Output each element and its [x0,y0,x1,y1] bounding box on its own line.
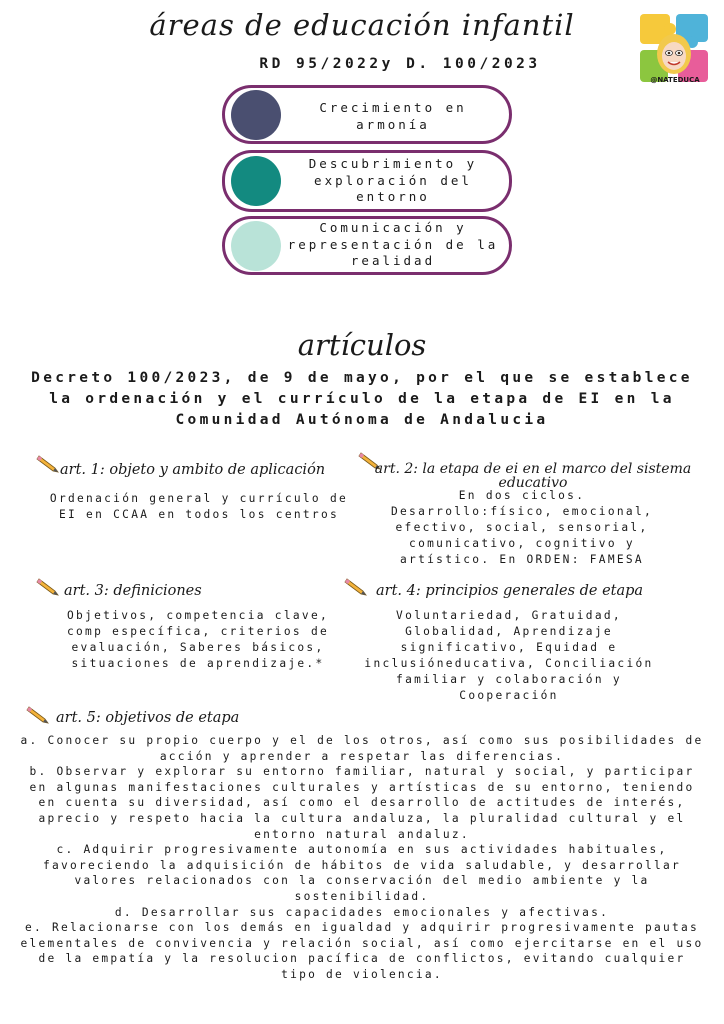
area-color-dot [231,90,281,140]
area-label: Descubrimiento y exploración del entorno [308,156,478,204]
article-5-title: art. 5: objetivos de etapa [56,710,240,726]
article-2-title: art. 2: la etapa de ei en el marco del sistema educativo [374,461,692,491]
article-1-body: Ordenación general y currículo de EI en CCAA en todos los centros [49,492,349,521]
objective-item: a. Conocer su propio cuerpo y el de los otros, así como sus posibilidades de acción y aprender a respetar las diferencias. [20,734,704,763]
article-4-title: art. 4: principios generales de etapa [376,583,644,599]
decree-title: Decreto 100/2023, de 9 de mayo, por el que se establece la ordenación y el currículo de la etapa de EI en la Comunidad Autónoma de Andalucia [31,370,693,428]
article-3-body: Objetivos, competencia clave, comp específica, criterios de evaluación, Saberes básicos, situaciones de aprendizaje.* [66,609,330,670]
area-descubrimiento [222,150,512,212]
objective-item: d. Desarrollar sus capacidades emocionales y afectivas. [114,905,610,919]
area-color-dot [231,156,281,206]
article-5-objectives [20,733,704,983]
area-color-dot [231,221,281,271]
article-3-title: art. 3: definiciones [64,583,202,599]
article-2-body: En dos ciclos. Desarrollo:físico, emocional, efectivo, social, sensorial, comunicativo, cognitivo y artístico. En ORDEN: FAMESA [390,489,654,566]
objective-item: c. Adquirir progresivamente autonomía en sus actividades habituales, favoreciendo la adquisición de hábitos de vida saludable, y desarrollar valores relacionados con la conservación del medio ambiente y la sostenibilidad. [43,843,681,903]
area-label: Comunicación y representación de la realidad [287,220,499,268]
articles-heading: artículos [297,328,427,362]
area-label: Crecimiento en armonía [319,100,467,132]
objective-item: b. Observar y explorar su entorno familiar, natural y social, y participar en algunas manifestaciones culturales y artísticas de su entorno, teniendo en cuenta su diversidad, así como el desarrollo de actitudes de interés, aprecio y respeto hacia la cultura andaluza, la pluralidad cultural y el entorno natural andaluz. [29,765,695,841]
area-crecimiento [222,85,512,144]
logo-caption: @NATEDUCA [650,76,700,84]
puzzle-avatar-logo-icon [636,10,712,86]
article-4-body: Voluntariedad, Gratuidad, Globalidad, Aprendizaje significativo, Equidad e inclusióneducativa, Conciliación familiar y colaboración y Cooperación [364,609,654,702]
pencil-icon [36,452,62,474]
page-subtitle: RD 95/2022y D. 100/2023 [259,56,541,72]
pencil-icon [36,575,62,597]
pencil-icon [26,703,52,725]
pencil-icon [344,575,370,597]
area-comunicacion [222,216,512,275]
objective-item: e. Relacionarse con los demás en igualdad y adquirir progresivamente pautas elementales de convivencia y relación social, así como ejercitarse en el uso de la empatía y la resolucion pacífica de conflictos, evitando cualquier tipo de violencia. [20,921,704,981]
article-1-title: art. 1: objeto y ambito de aplicación [60,462,326,478]
page-title: áreas de educación infantil [149,8,575,42]
